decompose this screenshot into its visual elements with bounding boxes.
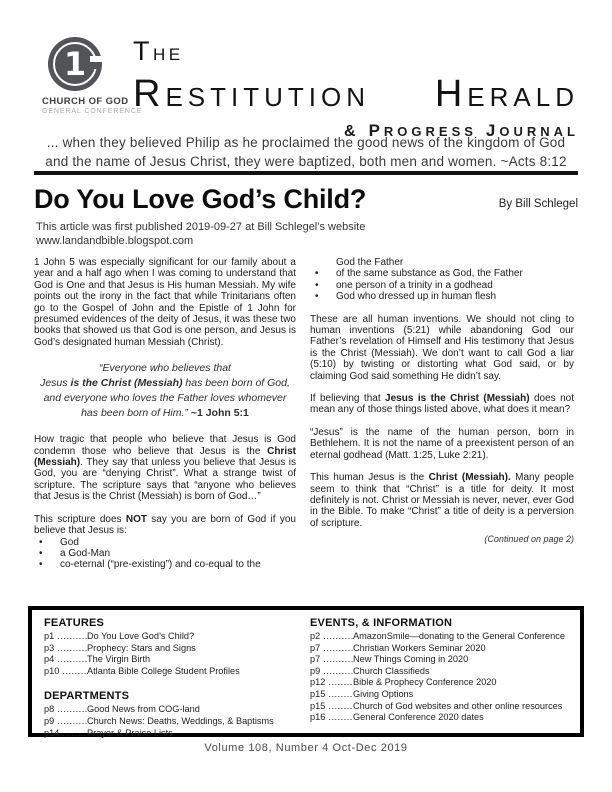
bullet-item: • God [34, 537, 296, 548]
header-divider [34, 171, 578, 175]
toc-entry: p7 ..... New Things Coming in 2020 [310, 654, 572, 666]
paragraph: How tragic that people who believe that Jesus is God condemn those who believe that Jesus is the Christ (Messiah). They say that unless you believe that Jesus is God, you are “denying Christ”. What a strange twist of scripture. The scripture says that “anyone who believes that Jesus is the Christ (Messiah) is born of God…” [34, 434, 296, 503]
table-of-contents [28, 606, 584, 737]
article-byline: By Bill Schlegel [498, 198, 578, 210]
paragraph: 1 John 5 was especially significant for our family about a year and a half ago when I was coming to understand that God is One and that Jesus is His human Messiah. My wife points out the irony in the fact that while Trinitarians often go to the Gospel of John and the Epistle of 1 John for presumed evidences of the deity of Jesus, it was these two books that showed us that God is one person, and Jesus is God’s designated human Messiah (Christ). [34, 257, 296, 348]
toc-entry: p9 ..... Church News: Deaths, Weddings, & Baptisms [44, 716, 299, 728]
masthead-the: THE [133, 36, 184, 66]
masthead-title: RESTITUTION HERALD [133, 73, 579, 115]
article-column-left [34, 257, 296, 571]
toc-entry: p1 ..... Do You Love God’s Child? [44, 631, 299, 643]
bullet-item: • of the same substance as God, the Father [310, 268, 574, 279]
toc-entry: p15 ..... Giving Options [310, 689, 572, 701]
toc-entry: p12 ..... Bible & Prophecy Conference 2020 [310, 677, 572, 689]
toc-entry: p14 ..... Prayer & Praise Lists [44, 728, 299, 740]
church-of-god-logo [42, 37, 143, 115]
toc-right-column [310, 617, 572, 724]
publication-note-line1: This article was first published 2019-09-27 at Bill Schlegel’s website [36, 221, 366, 233]
paragraph: This human Jesus is the Christ (Messiah). Many people seem to think that “Christ” is a title for deity. It most definitely is not. Christ or Messiah is never, never, ever God in the Bible. To make “Christ” a title of deity is a perversion of scripture. [310, 472, 574, 529]
bullet-item: • God who dressed up in human flesh [310, 291, 574, 302]
article-column-right [310, 257, 574, 546]
toc-entry: p10 ..... Atlanta Bible College Student Profiles [44, 666, 299, 678]
toc-entry: p15 ..... Church of God websites and other online resources [310, 701, 572, 713]
toc-heading-features: FEATURES [44, 617, 105, 629]
toc-list-features [44, 631, 299, 677]
scripture-quote: “Everyone who believes that Jesus is the Christ (Messiah) has been born of God, and everyone who loves the Father loves whomever has been born of Him.” ~1 John 5:1 [40, 362, 290, 420]
paragraph: This scripture does NOT say you are born of God if you believe that Jesus is: [34, 513, 296, 537]
bullet-item: • co-eternal (“pre-existing”) and co-equal to the [34, 559, 296, 570]
toc-heading-events: EVENTS, & INFORMATION [310, 617, 453, 629]
article-title: Do You Love God’s Child? [34, 184, 367, 214]
bullet-list [34, 537, 296, 571]
masthead-subtitle: & PROGRESS JOURNAL [344, 121, 579, 140]
logo-numeral: 1 [63, 45, 87, 83]
toc-entry: p8 ..... Good News from COG-land [44, 704, 299, 716]
toc-entry: p16 ..... General Conference 2020 dates [310, 712, 572, 724]
toc-entry: p3 ..... Prophecy: Stars and Signs [44, 643, 299, 655]
toc-left-column [44, 617, 299, 739]
toc-list-departments [44, 704, 299, 739]
logo-org-name: CHURCH OF GOD [42, 96, 129, 107]
issue-info: Volume 108, Number 4 Oct-Dec 2019 [204, 742, 408, 754]
paragraph: “Jesus” is the name of the human person, born in Bethlehem. It is not the name of a preexistent person of an eternal godhead (Matt. 1:25, Luke 2:21). [310, 426, 574, 461]
paragraph: If believing that Jesus is the Christ (Messiah) does not mean any of those things listed above, what does it mean? [310, 393, 575, 416]
toc-entry: p2 ..... AmazonSmile—donating to the General Conference [310, 631, 572, 643]
bullet-item: • one person of a trinity in a godhead [310, 280, 574, 291]
toc-entry: p9 ..... Church Classifieds [310, 666, 572, 678]
scripture-reference: ~1 John 5:1 [190, 407, 249, 420]
toc-list-events [310, 631, 572, 724]
continued-note: (Continued on page 2) [484, 534, 574, 545]
toc-entry: p7 ..... Christian Workers Seminar 2020 [310, 643, 572, 655]
toc-entry: p4 ..... The Virgin Birth [44, 654, 299, 666]
publication-note [36, 221, 578, 248]
masthead-verse: ... when they believed Philip as he proclaimed the good news of the kingdom of God and the name of Jesus Christ, they were baptized, both men and women. ~Acts 8:12 [45, 135, 567, 169]
toc-heading-departments: DEPARTMENTS [44, 690, 130, 703]
bullet-carryover: God the Father [336, 257, 404, 268]
paragraph: These are all human inventions. We should not cling to human inventions (5:21) while abandoning God our Father’s revelation of Himself and His testimony that Jesus is the Christ (Messiah). We don’t want to call God a liar (5:10) by twisting or distorting what God said, or by claiming God said something He didn’t say. [310, 313, 574, 382]
bullet-list [310, 268, 574, 302]
publication-note-url: www.landandbible.blogspot.com [36, 234, 194, 247]
bullet-item: • a God-Man [34, 548, 296, 559]
masthead [133, 36, 579, 143]
logo-org-subname: GENERAL CONFERENCE [42, 108, 143, 115]
g1-logo-icon [48, 37, 102, 91]
